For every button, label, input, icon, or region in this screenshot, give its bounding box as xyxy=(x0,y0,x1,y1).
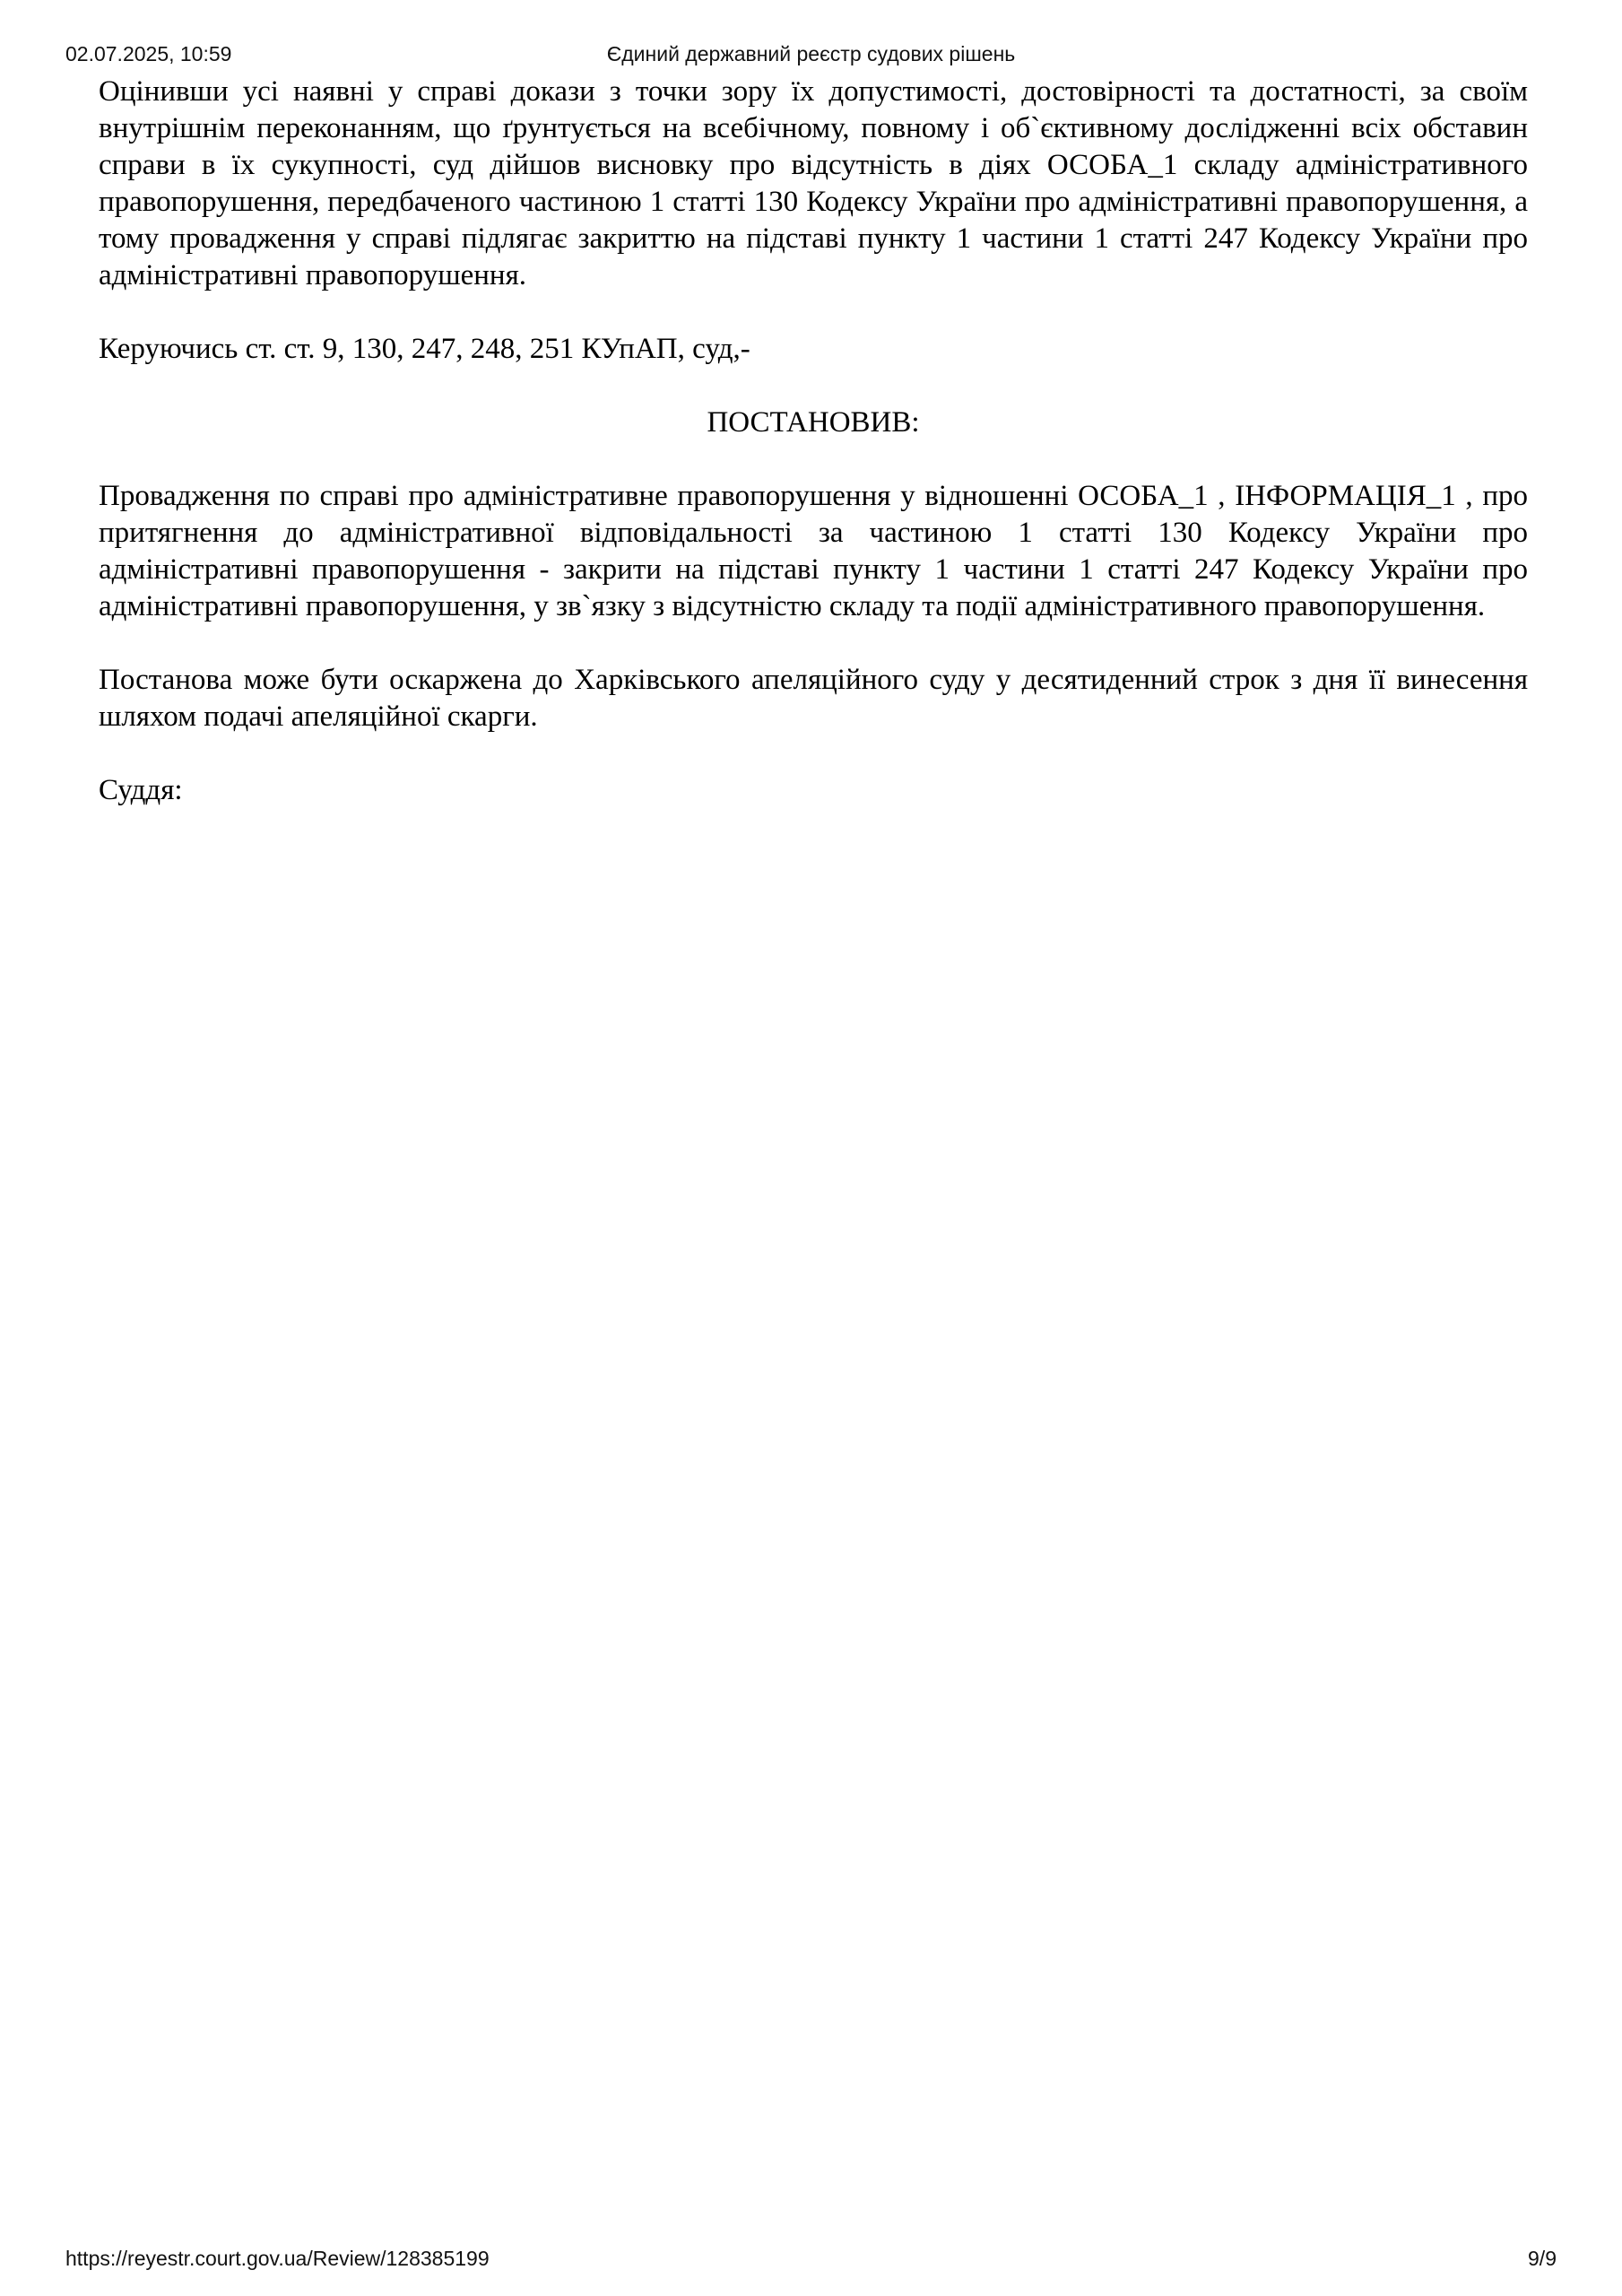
paragraph-legal-basis: Керуючись ст. ст. 9, 130, 247, 248, 251 КУпАП, суд,- xyxy=(99,333,750,365)
page-number: 9/9 xyxy=(1528,2247,1557,2270)
paragraph-appeal: Постанова може бути оскаржена до Харківського апеляційного суду у десятиденний строк з дня її винесення шляхом подачі апеляційної скарги. xyxy=(99,664,1528,733)
paragraph-evidence-assessment: Оцінивши усі наявні у справі докази з точки зору їх допустимості, достовірності та достатності, за своїм внутрішнім переконанням, що ґрунтується на всебічному, повному і об`єктивному дослідженні всіх обставин справи в їх сукупності, суд дійшов висновку про відсутність в діях ОСОБА_1 складу адміністративного правопорушення, передбаченого частиною 1 статті 130 Кодексу України про адміністративні правопорушення, а тому провадження у справі підлягає закриттю на підставі пункту 1 частини 1 статті 247 Кодексу України про адміністративні правопорушення. xyxy=(99,75,1528,291)
print-header xyxy=(65,41,1557,66)
paragraph-resolution: Провадження по справі про адміністративне правопорушення у відношенні ОСОБА_1 , ІНФОРМАЦІЯ_1 , про притягнення до адміністративної відповідальності за частиною 1 статті 130 Кодексу України про адміністративні правопорушення - закрити на підставі пункту 1 частини 1 статті 247 Кодексу України про адміністративні правопорушення, у зв`язку з відсутністю складу та події адміністративного правопорушення. xyxy=(99,480,1528,622)
print-url: https://reyestr.court.gov.ua/Review/128385199 xyxy=(65,2247,490,2270)
print-page-title: Єдиний державний реєстр судових рішень xyxy=(606,42,1016,65)
print-footer xyxy=(65,2246,1557,2271)
print-datetime: 02.07.2025, 10:59 xyxy=(65,42,232,65)
resolution-heading: ПОСТАНОВИВ: xyxy=(707,406,920,439)
judge-label: Суддя: xyxy=(99,774,183,806)
document-body xyxy=(99,74,1528,846)
